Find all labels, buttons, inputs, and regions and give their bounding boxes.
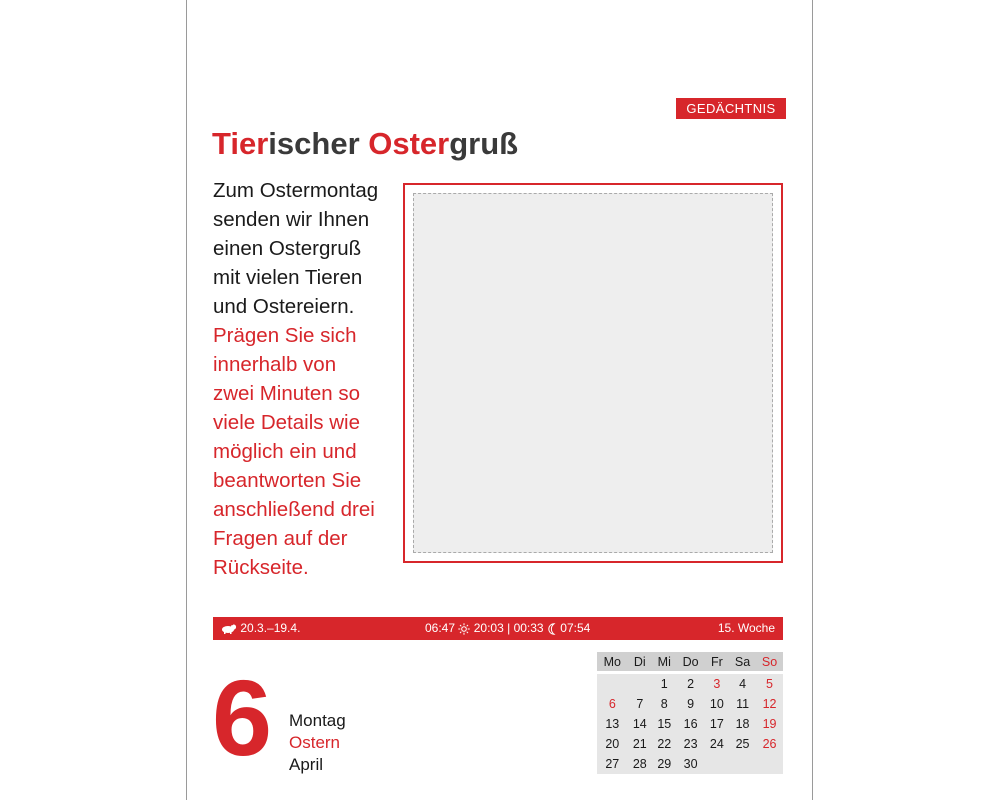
task-line: Fragen auf der xyxy=(213,527,348,550)
calendar-day: 29 xyxy=(652,754,676,774)
calendar-day: 8 xyxy=(652,694,676,714)
title-part-2: ischer xyxy=(268,126,369,161)
calendar-day: 26 xyxy=(756,734,783,754)
calendar-day: 6 xyxy=(597,694,628,714)
calendar-header-row xyxy=(597,652,783,673)
moonset-time: 07:54 xyxy=(560,621,591,635)
calendar-day: 17 xyxy=(705,714,729,734)
puzzle-illustration xyxy=(413,193,773,553)
calendar-day: 9 xyxy=(677,694,705,714)
task-line: Rückseite. xyxy=(213,556,309,579)
day-info xyxy=(289,710,346,776)
moonrise-time: 00:33 xyxy=(513,621,544,635)
task-line: beantworten Sie xyxy=(213,469,362,492)
intro-line: einen Ostergruß xyxy=(213,237,362,260)
time-separator: | xyxy=(507,621,511,635)
calendar-day: 16 xyxy=(677,714,705,734)
intro-line: senden wir Ihnen xyxy=(213,208,370,231)
zodiac-range: 20.3.–19.4. xyxy=(240,621,301,635)
intro-line: Zum Ostermontag xyxy=(213,179,379,202)
calendar-day: 28 xyxy=(628,754,652,774)
weekday-header: Fr xyxy=(705,652,729,673)
calendar-day: 3 xyxy=(705,673,729,695)
calendar-day: 25 xyxy=(729,734,756,754)
category-badge: GEDÄCHTNIS xyxy=(676,98,786,119)
sunset-time: 20:03 xyxy=(473,621,504,635)
calendar-day: 18 xyxy=(729,714,756,734)
calendar-day: 19 xyxy=(756,714,783,734)
calendar-day: 24 xyxy=(705,734,729,754)
calendar-table xyxy=(597,652,783,774)
task-line: viele Details wie xyxy=(213,411,360,434)
title-part-1: Tier xyxy=(212,126,269,161)
calendar-day: 1 xyxy=(652,673,676,695)
calendar-day xyxy=(628,673,652,695)
weekday-header: Mi xyxy=(652,652,676,673)
week-number: 15. Woche xyxy=(717,621,775,635)
calendar-week-row xyxy=(597,673,783,695)
moon-icon xyxy=(547,623,557,635)
body-text xyxy=(213,176,393,582)
sun-moon-times xyxy=(425,617,590,640)
weekday-header: Do xyxy=(677,652,705,673)
calendar-week-row xyxy=(597,734,783,754)
calendar-day: 30 xyxy=(677,754,705,774)
weekday-header: Sa xyxy=(729,652,756,673)
info-bar xyxy=(213,617,783,640)
day-number: 6 xyxy=(212,657,273,778)
weekday-header: Mo xyxy=(597,652,628,673)
page-title xyxy=(212,126,518,162)
task-line: zwei Minuten so xyxy=(213,382,360,405)
calendar-day xyxy=(597,673,628,695)
task-line: möglich ein und xyxy=(213,440,357,463)
intro-line: mit vielen Tieren xyxy=(213,266,363,289)
calendar-day xyxy=(705,754,729,774)
calendar-day: 27 xyxy=(597,754,628,774)
calendar-day xyxy=(756,754,783,774)
calendar-day: 5 xyxy=(756,673,783,695)
calendar-day: 12 xyxy=(756,694,783,714)
calendar-day: 7 xyxy=(628,694,652,714)
calendar-day: 21 xyxy=(628,734,652,754)
weekday-header: Di xyxy=(628,652,652,673)
title-part-4: gruß xyxy=(449,126,519,161)
zodiac-info xyxy=(221,617,300,640)
calendar-day: 11 xyxy=(729,694,756,714)
task-line: innerhalb von xyxy=(213,353,337,376)
month: April xyxy=(289,755,324,774)
calendar-day: 20 xyxy=(597,734,628,754)
calendar-week-row xyxy=(597,754,783,774)
puzzle-frame xyxy=(403,183,783,563)
calendar-day: 14 xyxy=(628,714,652,734)
weekday-header: So xyxy=(756,652,783,673)
title-part-3: Oster xyxy=(368,126,450,161)
intro-line: und Ostereiern. xyxy=(213,295,355,318)
calendar-day: 2 xyxy=(677,673,705,695)
task-line: anschließend drei xyxy=(213,498,375,521)
calendar-week-row xyxy=(597,694,783,714)
sunrise-time: 06:47 xyxy=(425,621,456,635)
weekday: Montag xyxy=(289,711,346,730)
calendar-day: 4 xyxy=(729,673,756,695)
intro-text xyxy=(213,176,393,321)
task-line: Prägen Sie sich xyxy=(213,324,357,347)
sun-icon xyxy=(458,623,470,635)
calendar-day: 22 xyxy=(652,734,676,754)
calendar-day: 13 xyxy=(597,714,628,734)
task-text xyxy=(213,321,393,582)
calendar-day xyxy=(729,754,756,774)
calendar-day: 10 xyxy=(705,694,729,714)
mini-calendar xyxy=(597,652,783,772)
zodiac-ram-icon xyxy=(221,623,237,634)
calendar-day: 23 xyxy=(677,734,705,754)
holiday: Ostern xyxy=(289,733,341,752)
calendar-day: 15 xyxy=(652,714,676,734)
calendar-week-row xyxy=(597,714,783,734)
